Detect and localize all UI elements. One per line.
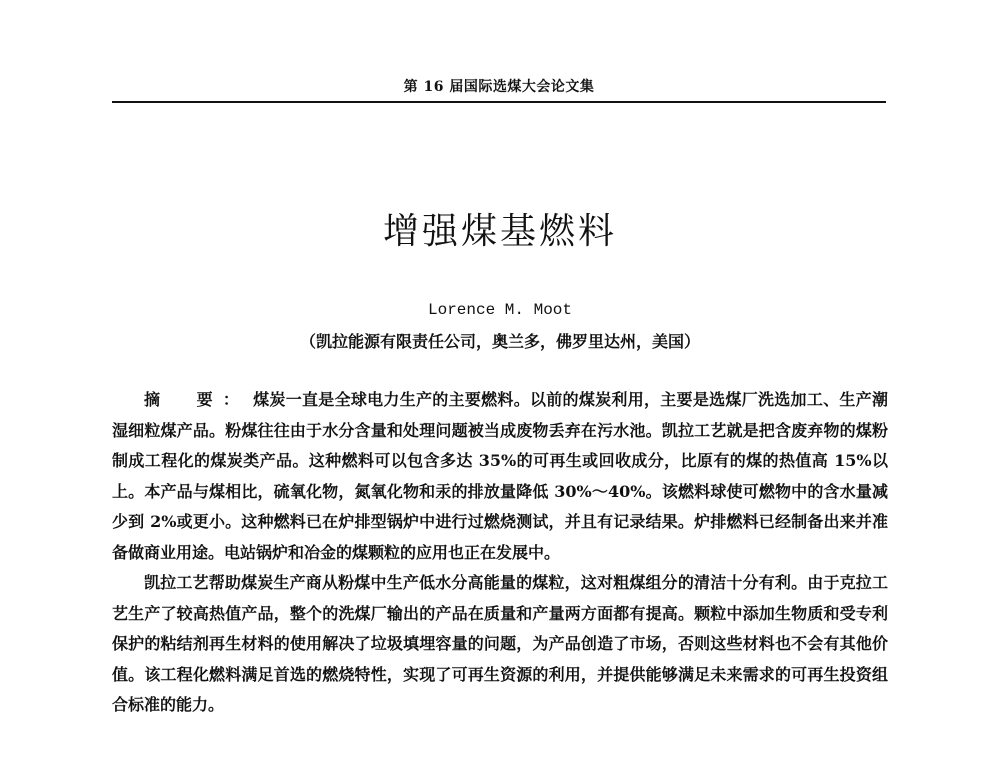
header-rule [112,101,886,103]
paper-title: 增强煤基燃料 [382,211,617,252]
abstract-text: 煤炭一直是全球电力生产的主要燃料。以前的煤炭利用，主要是选煤厂洗选加工、生产潮湿细粒煤产品。粉煤往往由于水分含量和处理问题被当成废物丢弃在污水池。凯拉工艺就是把含废弃物的煤粉制成工程化的煤炭类产品。这种燃料可以包含多达 35%的可再生或回收成分，比原有的煤的热值高 15%以上。本产品与煤相比，硫氧化物，氮氧化物和汞的排放量降低 30%～40%。该燃料球使可燃物中的含水量减少到 2%或更小。这种燃料已在炉排型锅炉中进行过燃烧测试，并且有记录结果。炉排燃料已经制备出来并准备做商业用途。电站锅炉和冶金的煤颗粒的应用也正在发展中。 [112,390,888,562]
body-paragraph: 凯拉工艺帮助煤炭生产商从粉煤中生产低水分高能量的煤粒，这对粗煤组分的清洁十分有利。由于克拉工艺生产了较高热值产品，整个的洗煤厂输出的产品在质量和产量两方面都有提高。颗粒中添加生物质和受专利保护的粘结剂再生材料的使用解决了垃圾填埋容量的问题，为产品创造了市场，否则这些材料也不会有其他价值。该工程化燃料满足首选的燃烧特性，实现了可再生资源的利用，并提供能够满足未来需求的可再生投资组合标准的能力。 [112,573,888,714]
author-affiliation: （凯拉能源有限责任公司，奥兰多，佛罗里达州，美国） [299,332,700,351]
body-text [112,385,888,721]
author-name: Lorence M. Moot [427,301,573,319]
running-header: 第 16 届国际选煤大会论文集 [403,79,595,95]
abstract-paragraph [112,385,888,568]
abstract-label: 摘 要： [144,390,250,409]
